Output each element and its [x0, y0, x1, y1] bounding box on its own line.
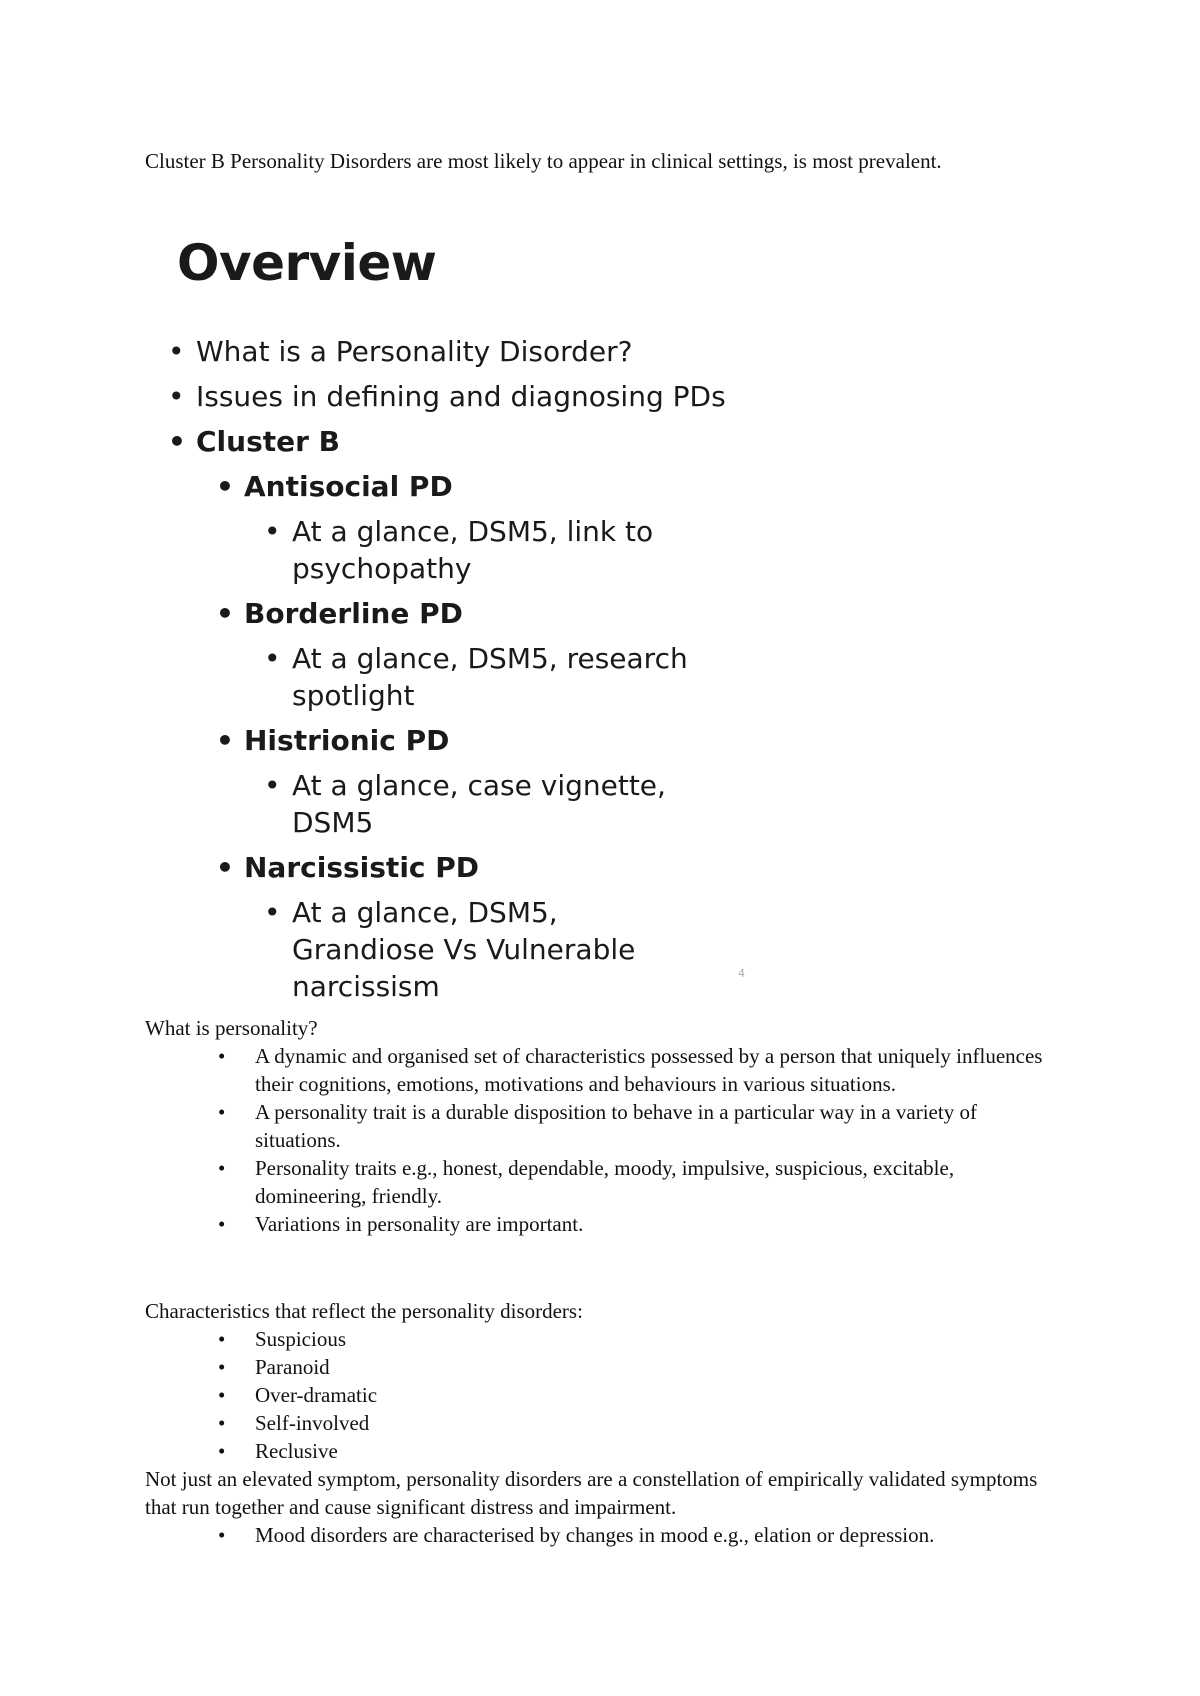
list-item-text: A personality trait is a durable disposition to behave in a particular way in a variety of situations. — [255, 1100, 977, 1152]
slide-outline-item — [160, 378, 726, 415]
list-item-text: Paranoid — [255, 1355, 330, 1379]
list-item-text: Suspicious — [255, 1327, 347, 1351]
slide-outline-item-text: Issues in defining and diagnosing PDs — [196, 380, 726, 413]
mood-disorders-bullet-list — [145, 1521, 1065, 1549]
slide-outline-item-text: At a glance, case vignette, DSM5 — [292, 769, 666, 839]
bullet-icon: • — [264, 642, 281, 675]
list-item-text: Mood disorders are characterised by changes in mood e.g., elation or depression. — [255, 1523, 935, 1547]
characteristics-section — [145, 1297, 1065, 1549]
bullet-icon: • — [218, 1156, 226, 1180]
bullet-icon: • — [216, 597, 234, 630]
personality-bullet-list — [145, 1042, 1065, 1238]
list-item — [145, 1353, 1065, 1381]
bullet-icon: • — [216, 470, 234, 503]
bullet-icon: • — [264, 769, 281, 802]
bullet-icon: • — [218, 1355, 226, 1379]
list-item — [145, 1521, 1065, 1549]
list-item — [145, 1098, 1065, 1154]
bullet-icon: • — [216, 724, 234, 757]
slide-outline-item-text: At a glance, DSM5, Grandiose Vs Vulnerable narcissism — [292, 896, 636, 1003]
list-item-text: A dynamic and organised set of characteristics possessed by a person that uniquely influences their cognitions, emotions, motivations and behaviours in various situations. — [255, 1044, 1043, 1096]
characteristics-heading: Characteristics that reflect the personality disorders: — [145, 1299, 583, 1323]
personality-heading: What is personality? — [145, 1016, 318, 1040]
slide-page-number: 4 — [738, 967, 745, 980]
bullet-icon: • — [216, 851, 234, 884]
slide-outline-item-text: At a glance, DSM5, research spotlight — [292, 642, 688, 712]
list-item — [145, 1042, 1065, 1098]
slide-outline-item-text: Borderline PD — [244, 597, 463, 630]
bullet-icon: • — [218, 1212, 226, 1236]
bullet-icon: • — [218, 1411, 226, 1435]
bullet-icon: • — [218, 1383, 226, 1407]
list-item-text: Self-involved — [255, 1411, 370, 1435]
bullet-icon: • — [218, 1439, 226, 1463]
bullet-icon: • — [218, 1327, 226, 1351]
slide-outline-item — [256, 513, 692, 587]
bullet-icon: • — [168, 335, 185, 368]
list-item-text: Variations in personality are important. — [255, 1212, 584, 1236]
slide-outline-list — [160, 333, 726, 1013]
slide-outline-item-text: Antisocial PD — [244, 470, 453, 503]
list-item — [145, 1409, 1065, 1437]
bullet-icon: • — [168, 380, 185, 413]
characteristics-bullet-list — [145, 1325, 1065, 1465]
slide-outline-item — [256, 767, 692, 841]
slide-outline-item — [208, 722, 726, 759]
slide-outline-item — [160, 333, 726, 370]
bullet-icon: • — [218, 1100, 226, 1124]
slide-outline-item-text: Histrionic PD — [244, 724, 450, 757]
slide-outline-item — [208, 468, 726, 505]
list-item — [145, 1154, 1065, 1210]
list-item — [145, 1210, 1065, 1238]
slide-title: Overview — [177, 234, 437, 292]
slide-outline-item — [208, 849, 726, 886]
bullet-icon: • — [218, 1044, 226, 1068]
slide-outline-item-text: Narcissistic PD — [244, 851, 480, 884]
list-item-text: Reclusive — [255, 1439, 338, 1463]
bullet-icon: • — [264, 515, 281, 548]
list-item — [145, 1437, 1065, 1465]
slide-outline-item — [256, 894, 692, 1005]
bullet-icon: • — [264, 896, 281, 929]
list-item — [145, 1325, 1065, 1353]
slide-outline-item — [160, 423, 726, 460]
slide-outline-item-text: Cluster B — [196, 425, 341, 458]
intro-paragraph: Cluster B Personality Disorders are most likely to appear in clinical settings, is most prevalent. — [145, 149, 942, 173]
bullet-icon: • — [218, 1523, 226, 1547]
bullet-icon: • — [168, 425, 186, 458]
slide-outline-item — [208, 595, 726, 632]
personality-section — [145, 1014, 1065, 1238]
list-item-text: Over-dramatic — [255, 1383, 378, 1407]
list-item — [145, 1381, 1065, 1409]
slide-outline-item-text: What is a Personality Disorder? — [196, 335, 633, 368]
overview-slide-image — [160, 225, 760, 1003]
list-item-text: Personality traits e.g., honest, dependable, moody, impulsive, suspicious, excitable, domineering, friendly. — [255, 1156, 955, 1208]
characteristics-paragraph: Not just an elevated symptom, personality disorders are a constellation of empirically validated symptoms that run together and cause significant distress and impairment. — [145, 1467, 1038, 1519]
slide-outline-item — [256, 640, 692, 714]
slide-outline-item-text: At a glance, DSM5, link to psychopathy — [292, 515, 654, 585]
